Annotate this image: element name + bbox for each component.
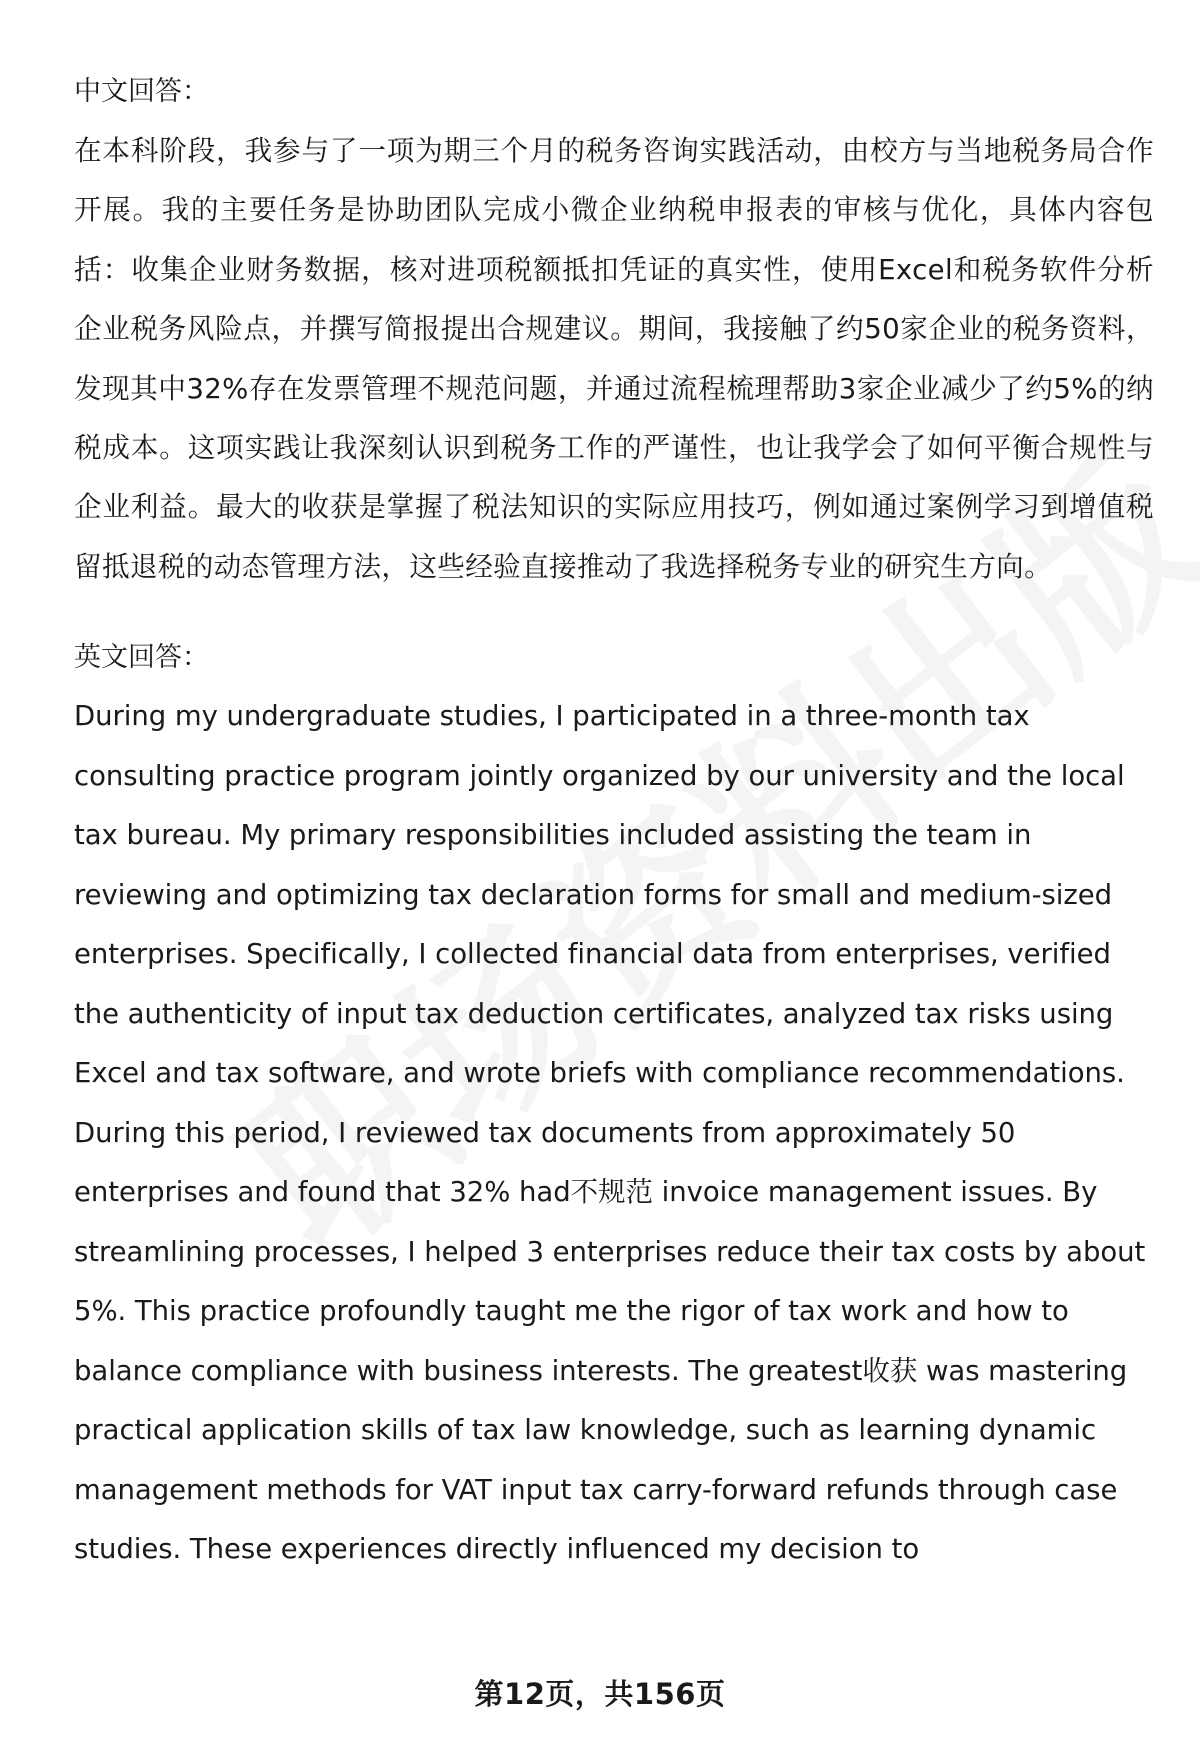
section-spacer xyxy=(74,596,1154,628)
chinese-answer-heading: 中文回答： xyxy=(74,76,209,107)
chinese-answer-paragraph: 在本科阶段，我参与了一项为期三个月的税务咨询实践活动，由校方与当地税务局合作开展。我的主要任务是协助团队完成小微企业纳税申报表的审核与优化，具体内容包括：收集企业财务数据，核对进项税额抵扣凭证的真实性，使用Excel和税务软件分析企业税务风险点，并撰写简报提出合规建议。期间，我接触了约50家企业的税务资料，发现其中32%存在发票管理不规范问题，并通过流程梳理帮助3家企业减少了约5%的纳税成本。这项实践让我深刻认识到税务工作的严谨性，也让我学会了如何平衡合规性与企业利益。最大的收获是掌握了税法知识的实际应用技巧，例如通过案例学习到增值税留抵退税的动态管理方法，这些经验直接推动了我选择税务专业的研究生方向。 xyxy=(74,134,1154,583)
english-answer-paragraph: During my undergraduate studies, I participated in a three-month tax consulting practice program jointly organized by our university and the local tax bureau. My primary responsibilities included assisting the team in reviewing and optimizing tax declaration forms for small and medium-sized enterprises. Specifically, I collected financial data from enterprises, verified the authenticity of input tax deduction certificates, analyzed tax risks using Excel and tax software, and wrote briefs with compliance recommendations. During this period, I reviewed tax documents from approximately 50 enterprises and found that 32% had不规范 invoice management issues. By streamlining processes, I helped 3 enterprises reduce their tax costs by about 5%. This practice profoundly taught me the rigor of tax work and how to balance compliance with business interests. The greatest收获 was mastering practical application skills of tax law knowledge, such as learning dynamic management methods for VAT input tax carry-forward refunds through case studies. These experiences directly influenced my decision to xyxy=(74,700,1146,1566)
page-number: 第12页，共156页 xyxy=(474,1677,726,1711)
chinese-answer-section xyxy=(74,62,1154,596)
english-answer-section xyxy=(74,628,1154,1580)
english-answer-heading: 英文回答： xyxy=(74,642,209,674)
content-area xyxy=(74,62,1154,1580)
